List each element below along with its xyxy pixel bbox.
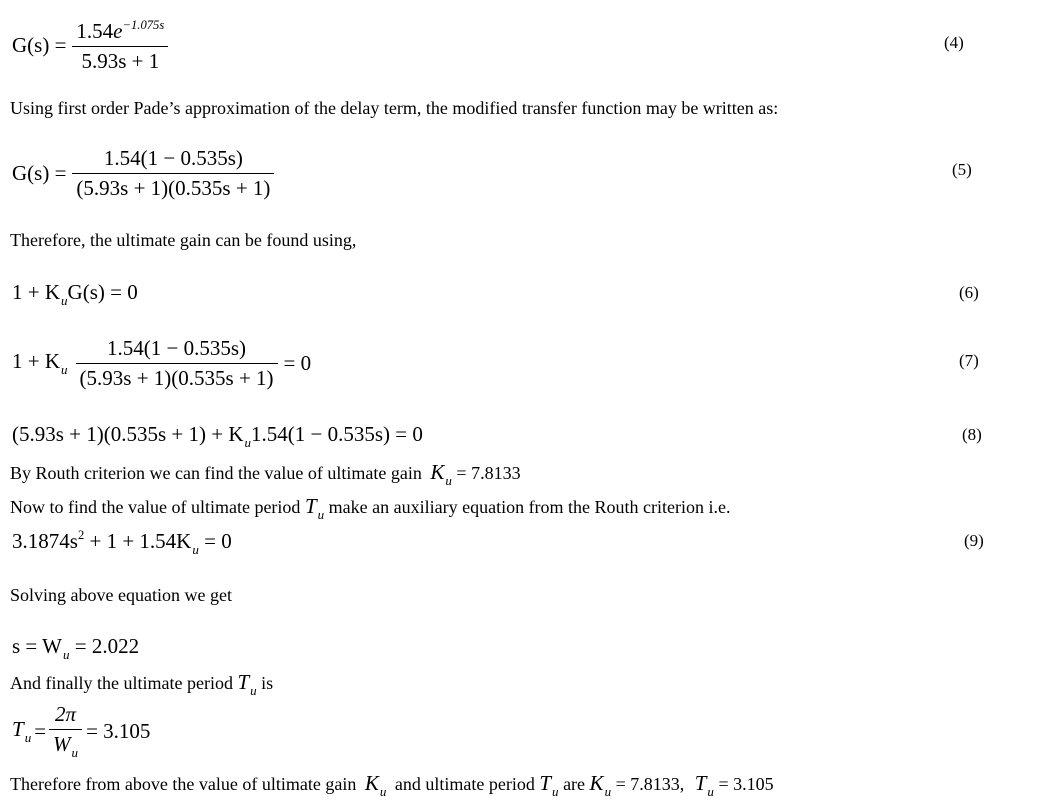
equation-7: $1 + K_u$ $\frac{1.54(1 - 0.535s)}{(5.93s + 1)(0.535s + 1)}$ = 0 — [12, 336, 312, 390]
equation-9: $3.1874s^2 + 1 + 1.54K_u = 0$ — [12, 528, 232, 557]
equation-number-8: (8) — [962, 425, 982, 444]
eq5-lhs: G(s) = — [12, 161, 67, 185]
paragraph-routh-gain: By Routh criterion we can find the value of ultimate gain $K_u = 7.8133$ — [10, 460, 521, 488]
eq11-fraction — [49, 702, 82, 761]
equation-tu: $T_u$ = $\frac{2\pi}{W_u}$ = 3.105 — [12, 702, 151, 760]
paragraph-ultimate-period: Now to find the value of ultimate period $T_u$ make an auxiliary equation from the Routh criterion i.e. — [10, 494, 731, 522]
eq11-numerator: 2π — [55, 702, 77, 726]
equation-number-9: (9) — [964, 531, 984, 550]
eq4-fraction — [72, 18, 168, 74]
equation-number-6: (6) — [959, 283, 979, 302]
eq7-fraction — [76, 336, 278, 391]
eq5-fraction — [72, 146, 274, 201]
eq4-denominator: 5.93s + 1 — [72, 46, 168, 74]
eq5-denominator: (5.93s + 1)(0.535s + 1) — [72, 173, 274, 201]
equation-number-7: (7) — [959, 351, 979, 370]
eq11-denominator: $W_u$ — [49, 729, 82, 761]
equation-6: $1 + K_uG(s) = 0$ — [12, 280, 138, 308]
equation-wu: $s = W_u = 2.022$ — [12, 634, 140, 662]
eq4-lhs: G(s) = — [12, 33, 67, 58]
paragraph-pade: Using first order Pade’s approximation of the delay term, the modified transfer function may be written as: — [10, 98, 779, 118]
equation-5 — [12, 146, 274, 201]
equation-4 — [12, 18, 168, 74]
eq5-numerator: 1.54(1 − 0.535s) — [103, 146, 243, 170]
paragraph-ultimate-gain: Therefore, the ultimate gain can be found using, — [10, 230, 357, 250]
eq7-denominator: (5.93s + 1)(0.535s + 1) — [76, 363, 278, 391]
paragraph-solving: Solving above equation we get — [10, 585, 232, 605]
eq4-numerator: $1.54e^{-1.075s}$ — [76, 18, 165, 43]
eq7-numerator: 1.54(1 − 0.535s) — [107, 336, 247, 360]
equation-number-4: (4) — [944, 33, 964, 52]
paragraph-finally: And finally the ultimate period $T_u$ is — [10, 670, 274, 698]
paragraph-conclusion: Therefore from above the value of ultimate gain $K_u$ and ultimate period $T_u$ are $K_u = 7.8133$, $T_u = 3.105$ — [10, 771, 774, 799]
equation-number-5: (5) — [952, 160, 972, 179]
equation-8: $(5.93s + 1)(0.535s + 1) + K_u1.54(1 - 0.535s) = 0$ — [12, 422, 423, 450]
